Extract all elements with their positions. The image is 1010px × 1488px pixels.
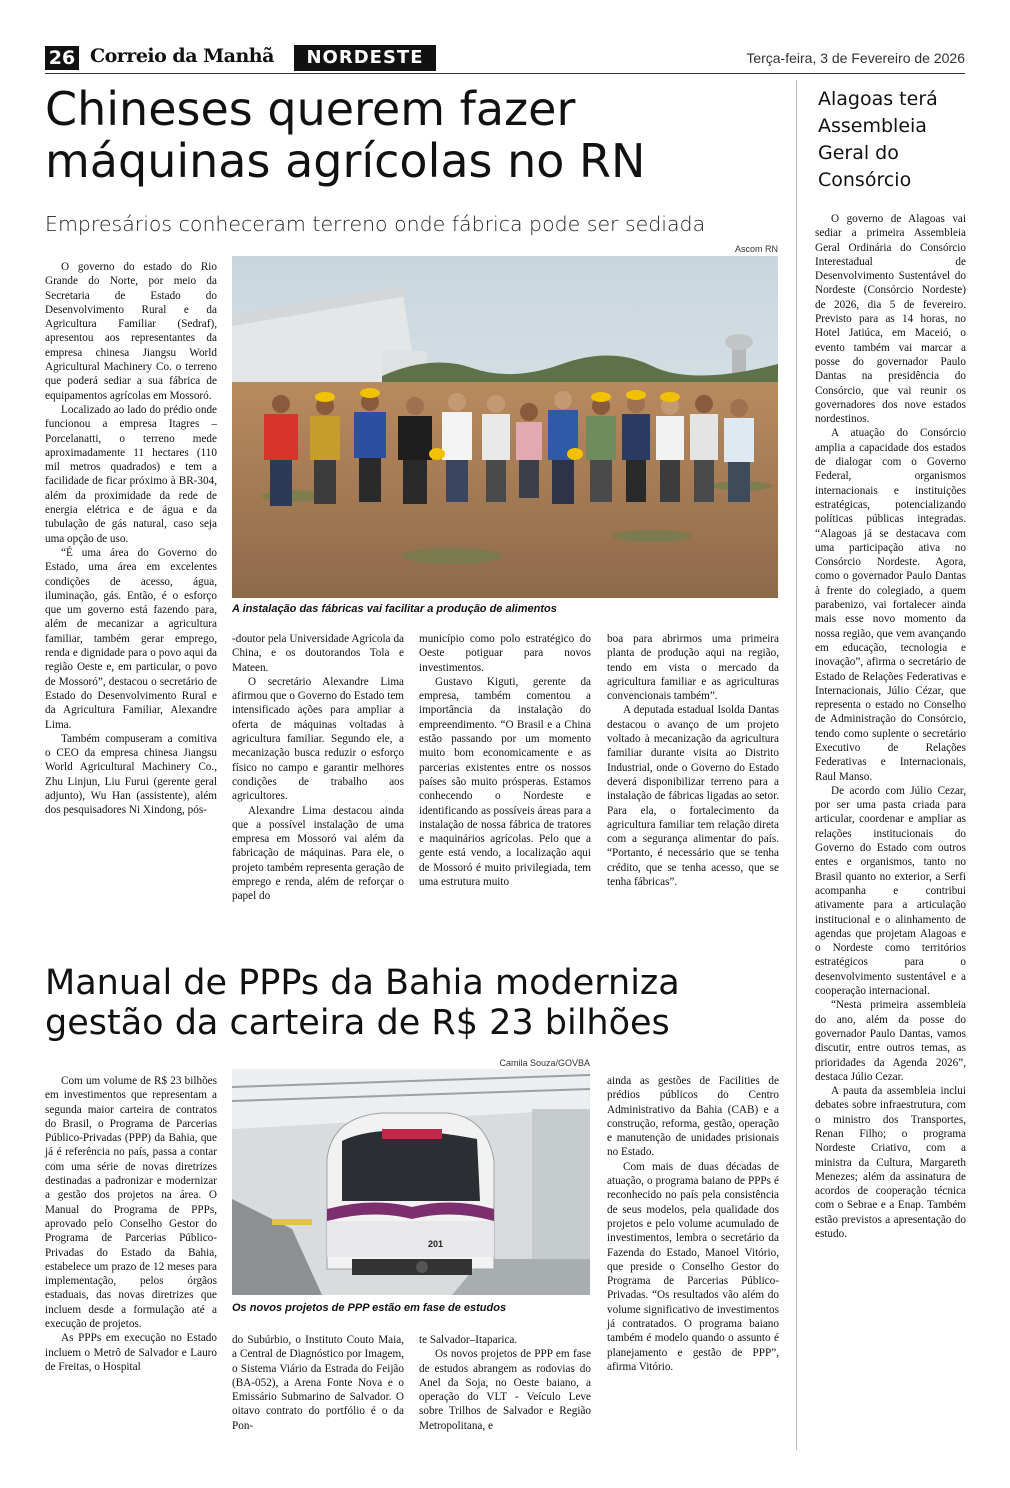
article2-photo: [232, 1069, 590, 1295]
paragraph: As PPPs em execução no Estado incluem o Metrô de Salvador e Lauro de Freitas, o Hospital: [45, 1332, 217, 1373]
article1-deck: Empresários conheceram terreno onde fábrica pode ser sediada: [45, 212, 706, 236]
paragraph: A pauta da assembleia inclui debates sobre infraestrutura, com o ministro dos Transportes, Renan Filho; o programa Nordeste Criativo, com a ministra da Cultura, Margareth Menezes; além da assinatura de acordos de cooperação técnica com o Sebrae e a Enap. Também estão previstos a apresentação do estudo.: [815, 1085, 966, 1241]
paragraph: Gustavo Kiguti, gerente da empresa, também comentou a importância da instalação do empreendimento. “O Brasil e a China estão passando por um momento muito bom economicamente e as parcerias existentes entre os nossos países são muito prósperas. Estamos conhecendo o Nordeste e identificando as possíveis áreas para a instalação de nossa fábrica de tratores e maquinários agrícolas. Pelo que a gente está vendo, a localização aqui de Mossoró é muito privilegiada, tem uma estrutura muito: [419, 675, 591, 889]
paragraph: A atuação do Consórcio amplia a capacidade dos estados de dialogar com o Governo Federal, organismos internacionais e instituições estratégicas, potencializando políticas públicas integradas. “Alagoas já se destacava com uma participação ativa no Consórcio Nordeste. Agora, como o governador Paulo Dantas à frente do colegiado, a quem parabenizo, vai fortalecer ainda mais esse novo momento da nossa região, que vem avançando em educação, tecnologia e inovação”, afirma o secretário de Estado de Relações Federativas e Internacionais, Júlio Cézar, que representa o estado no Conselho de Administração do Consórcio, tendo como suplente o secretário Executivo de Relações Federativas e Internacionais, Raul Manso.: [815, 427, 966, 783]
article2-photo-credit: Camila Souza/GOVBA: [499, 1058, 590, 1068]
train-number-label: 201: [428, 1239, 444, 1249]
paragraph: ainda as gestões de Facilities de prédios públicos do Centro Administrativo da Bahia (CAB) e a construção, reforma, gestão, operação e manutenção de unidades prisionais no Estado.: [607, 1075, 779, 1159]
paragraph: De acordo com Júlio Cezar, por ser uma pasta criada para articular, coordenar e ampliar as relações institucionais do Governo do Estado com outros entes e organismos, tanto no Brasil quanto no exterior, a Serfi acompanha e contribui ativamente para a articulação institucional e o alinhamento de agendas que projetam Alagoas e o Nordeste como territórios estratégicos para o desenvolvimento sustentável e a cooperação internacional.: [815, 784, 966, 998]
paragraph: te Salvador–Itaparica.: [419, 1334, 518, 1346]
article1-column-4: [607, 632, 779, 889]
article2-headline-line1: Manual de PPPs da Bahia moderniza: [45, 963, 680, 1003]
paragraph: A deputada estadual Isolda Dantas destacou o avanço de um projeto voltado à mecanização da agricultura familiar durante visita ao Distrito Industrial, onde o Governo do Estado deverá disponibilizar terreno para a instalação de fábricas ligadas ao setor. Para ela, o fortalecimento da agricultura familiar tem relação direta com a segurança alimentar do país. “Portanto, é necessário que se tenha crédito, que se tenha acesso, que se tenha fábricas”.: [607, 704, 779, 889]
train-photo-illustration: [232, 1069, 590, 1295]
paragraph: Com um volume de R$ 23 bilhões em investimentos que representam a segunda maior carteira de contratos do Brasil, o Programa de Parcerias Público-Privadas (PPP) da Bahia, que já é referência no país, passa a contar com uma série de novas diretrizes destinadas a padronizar e modernizar a gestão dos projetos na área. O Manual do Programa de PPPs, aprovado pelo Conselho Gestor do Programa de Parcerias Público-Privadas do Estado da Bahia, estabelece um prazo de 12 meses para implementação, pelos órgãos estaduais, das novas diretrizes que incluem desde a formulação até a execução de projetos.: [45, 1075, 217, 1331]
paragraph: Os novos projetos de PPP em fase de estudos abrangem as rodovias do Anel da Soja, no Oeste baiano, a operação do VLT - Veículo Leve sobre Trilhos de Salvador e Região Metropolitana, e: [419, 1348, 591, 1432]
paragraph: Alexandre Lima destacou ainda que a possível instalação de uma empresa em Mossoró vai além da fabricação de máquinas. Para ele, o projeto também representa geração de emprego e renda, além de reforçar o papel do: [232, 804, 404, 903]
newspaper-name: Correio da Manhã: [90, 45, 274, 67]
article1-photo: [232, 256, 778, 598]
sidebar-headline: Alagoas terá Assembleia Geral do Consórcio: [818, 88, 938, 191]
article1-photo-credit: Ascom RN: [734, 244, 778, 254]
paragraph: Com mais de duas décadas de atuação, o programa baiano de PPPs é reconhecido no país pela consistência de seus modelos, pela qualidade dos projetos e pelo volume acumulado de investimentos, lembra o secretário da Fazenda do Estado, Manoel Vitório, que preside o Conselho Gestor do Programa de Parcerias Público-Privadas. “Os resultados vão além do volume significativo de investimentos já contratados. O programa baiano também é modelo quando o assunto é planejamento e gestão de PPP”, afirma Vitório.: [607, 1160, 779, 1373]
article1-column-1: [45, 260, 217, 818]
article2-headline-line2: gestão da carteira de R$ 23 bilhões: [45, 1002, 670, 1043]
section-label: NORDESTE: [294, 45, 436, 71]
paragraph: O secretário Alexandre Lima afirmou que o Governo do Estado tem intensificado ações para ampliar a oferta de máquinas voltadas à agricultura familiar. Segundo ele, a mecanização busca reduzir o esforço físico no campo e garantir melhores condições de trabalho aos agricultores.: [232, 675, 404, 803]
article2-column-1: [45, 1074, 217, 1374]
sidebar-divider: [796, 80, 797, 1450]
article2-caption: Os novos projetos de PPP estão em fase de estudos: [232, 1302, 507, 1314]
article1-headline-line2: máquinas agrícolas no RN: [45, 133, 646, 188]
paragraph: -doutor pela Universidade Agrícola da China, e os doutorandos Tola e Mateen.: [232, 633, 404, 674]
article2-headline: [45, 964, 790, 1043]
paragraph: do Subúrbio, o Instituto Couto Maia, a Central de Diagnóstico por Imagem, o Sistema Viário da Estrada do Feijão (BA-052), a Arena Fonte Nova e o Emissário Submarino de Salvador. O oitavo contrato do portfólio é o da Pon-: [232, 1334, 404, 1432]
edition-date: Terça-feira, 3 de Fevereiro de 2026: [746, 50, 965, 66]
paragraph: O governo do estado do Rio Grande do Norte, por meio da Secretaria de Estado do Desenvolvimento Rural e da Agricultura Familiar (Sedraf), apresentou aos representantes da empresa chinesa Jiangsu World Agricultural Machinery Co. o terreno que poderá sediar a sua fábrica de equipamentos agrícolas em Mossoró.: [45, 261, 217, 402]
paragraph: “Nesta primeira assembleia do ano, além da posse do governador Paulo Dantas, vamos discutir, entre outros temas, as prioridades da Agenda 2026”, destaca Júlio Cezar.: [815, 999, 966, 1083]
article1-caption: A instalação das fábricas vai facilitar a produção de alimentos: [232, 603, 557, 615]
paragraph: Também compuseram a comitiva o CEO da empresa chinesa Jiangsu World Agricultural Machinery Co., Zhu Linjun, Liu Furui (gerente geral adjunto), Wu Han (assistente), além dos pesquisadores Ni Xindong, pós-: [45, 732, 217, 817]
article1-column-2: [232, 632, 404, 904]
page-number: 26: [45, 46, 79, 70]
paragraph: boa para abrirmos uma primeira planta de produção aqui na região, tendo em vista o mercado da agricultura familiar e as agriculturas convencionais também”.: [607, 633, 779, 703]
group-photo-illustration: [232, 256, 778, 598]
article1-headline: [45, 84, 785, 188]
article1-column-3: [419, 632, 591, 889]
paragraph: “É uma área do Governo do Estado, uma área em excelentes condições de acesso, água, iluminação, gás. Então, é o esforço que um governo está fazendo para, além de mecanizar a agricultura familiar, também gerar emprego, renda e dignidade para o povo aqui da região Oeste e, em particular, o povo de Mossoró”, destacou o secretário de Estado do Desenvolvimento Rural e da Agricultura Familiar, Alexandre Lima.: [45, 546, 217, 731]
article2-column-3: [419, 1333, 591, 1433]
article2-column-2: [232, 1333, 404, 1433]
sidebar-body: [815, 212, 966, 1241]
paragraph: O governo de Alagoas vai sediar a primeira Assembleia Geral Ordinária do Consórcio Interestadual de Desenvolvimento Sustentável do Nordeste (Consórcio Nordeste) de 2026, dia 5 de fevereiro. Previsto para as 14 horas, no Hotel Jatiúca, em Maceió, o evento também vai marcar a posse do governador Paulo Dantas na presidência do Consórcio, que vai reunir os governadores dos nove estados nordestinos.: [815, 213, 966, 426]
paragraph: Localizado ao lado do prédio onde funcionou a empresa Itagres – Porcelanatti, o terreno mede aproximadamente 11 hectares (110 mil metros quadrados) e tem a facilidade de ficar próximo à BR-304, além da proximidade da rede de energia elétrica e de água e da tubulação de gás natural, caso seja uma opção de uso.: [45, 403, 217, 545]
article1-headline-line1: Chineses querem fazer: [45, 82, 576, 136]
header-rule: [45, 73, 965, 74]
article2-column-4: [607, 1074, 779, 1374]
paragraph: município como polo estratégico do Oeste potiguar para novos investimentos.: [419, 633, 591, 674]
